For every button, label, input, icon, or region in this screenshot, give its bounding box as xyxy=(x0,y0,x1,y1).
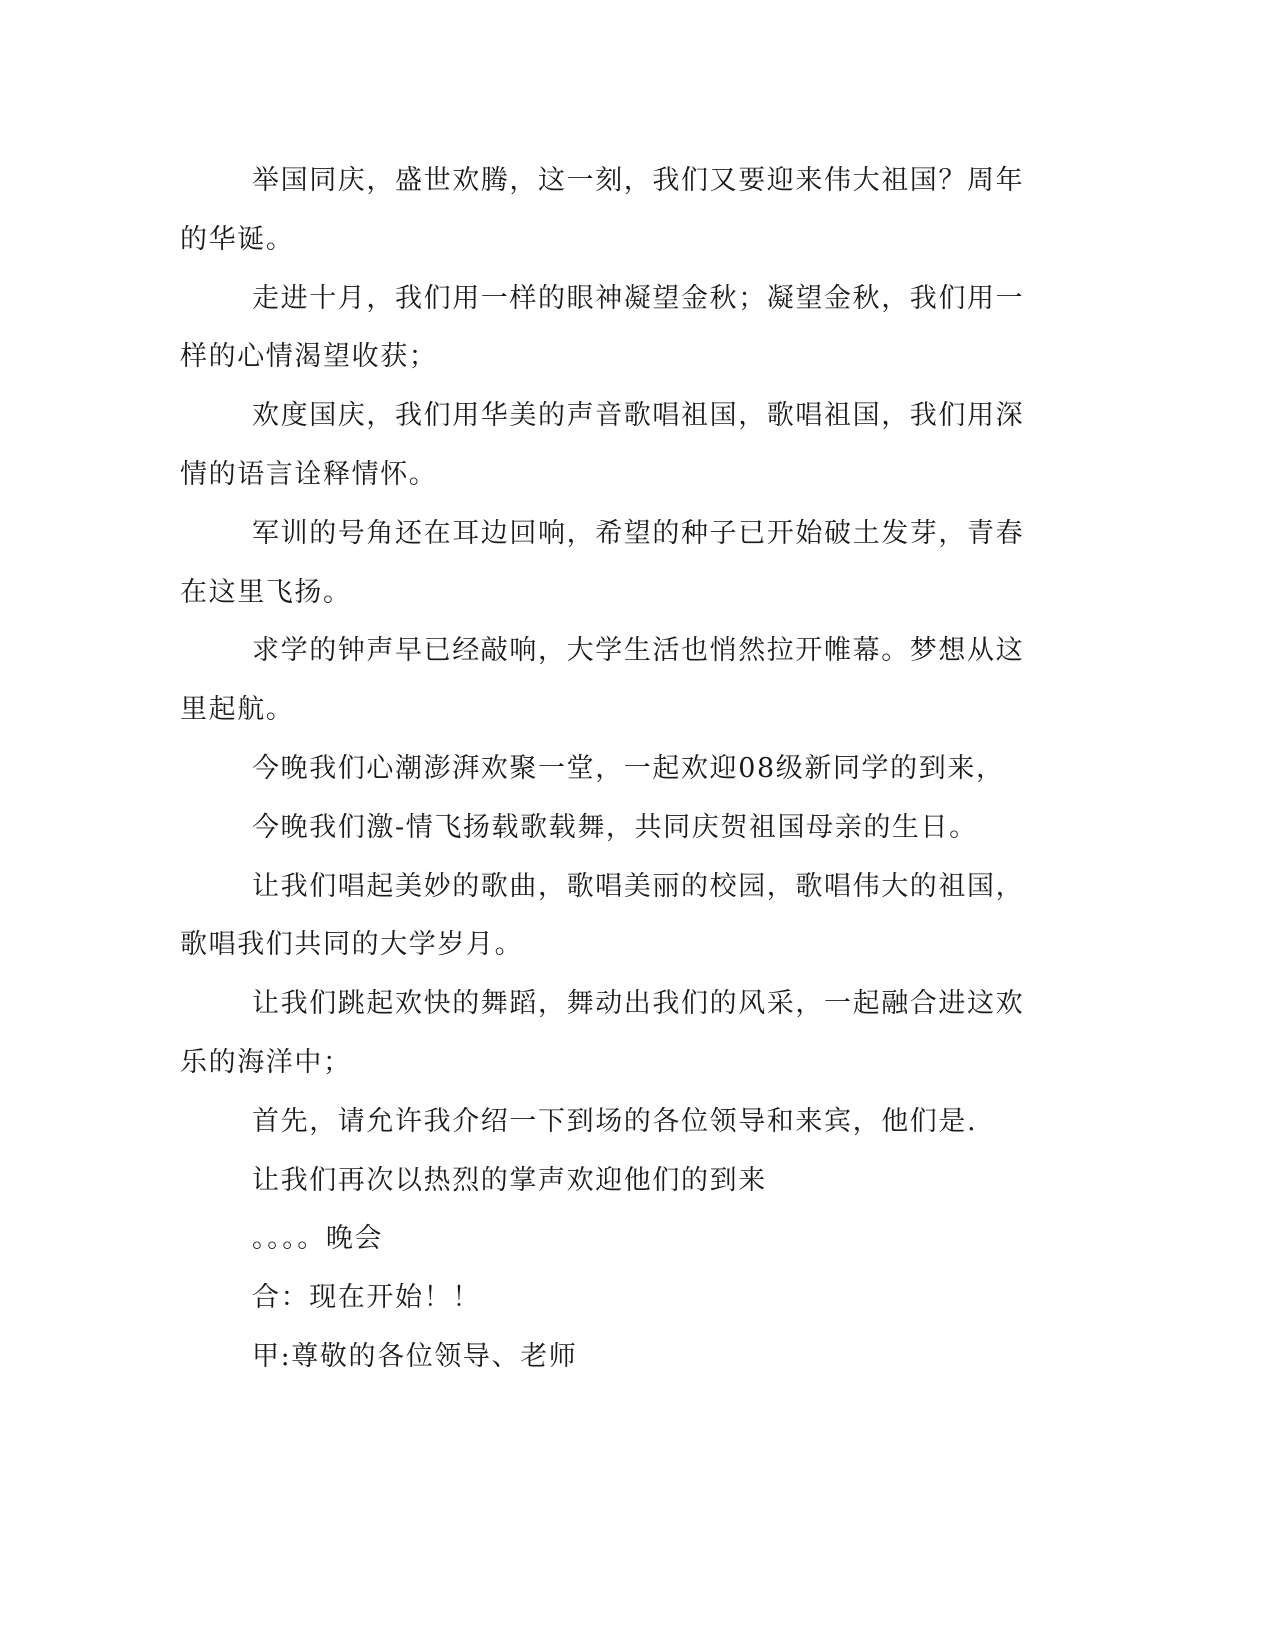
paragraph-2: 走进十月，我们用一样的眼神凝望金秋；凝望金秋，我们用一样的心情渴望收获； xyxy=(180,282,1025,373)
paragraph-6: 今晚我们心潮澎湃欢聚一堂，一起欢迎08级新同学的到来， xyxy=(252,752,1005,784)
paragraph-14: 甲:尊敬的各位领导、老师 xyxy=(252,1340,578,1372)
paragraph-12: 。。。。晚会 xyxy=(252,1223,384,1255)
paragraph-5: 求学的钟声早已经敲响，大学生活也悄然拉开帷幕。梦想从这里起航。 xyxy=(180,635,1025,726)
document-body xyxy=(180,152,1040,1387)
paragraph-10: 首先，请允许我介绍一下到场的各位领导和来宾，他们是. xyxy=(252,1105,978,1137)
paragraph-7: 今晚我们激-情飞扬载歌载舞，共同庆贺祖国母亲的生日。 xyxy=(252,811,978,843)
paragraph-9: 让我们跳起欢快的舞蹈，舞动出我们的风采，一起融合进这欢乐的海洋中； xyxy=(180,988,1025,1078)
paragraph-4: 军训的号角还在耳边回响，希望的种子已开始破土发芽，青春在这里飞扬。 xyxy=(180,517,1025,608)
paragraph-3: 欢度国庆，我们用华美的声音歌唱祖国，歌唱祖国，我们用深情的语言诠释情怀。 xyxy=(180,400,1025,490)
paragraph-11: 让我们再次以热烈的掌声欢迎他们的到来 xyxy=(252,1164,767,1196)
paragraph-8: 让我们唱起美妙的歌曲，歌唱美丽的校园，歌唱伟大的祖国，歌唱我们共同的大学岁月。 xyxy=(180,870,1025,961)
paragraph-1: 举国同庆，盛世欢腾，这一刻，我们又要迎来伟大祖国？周年的华诞。 xyxy=(180,165,1025,255)
paragraph-13: 合：现在开始！！ xyxy=(252,1282,481,1314)
